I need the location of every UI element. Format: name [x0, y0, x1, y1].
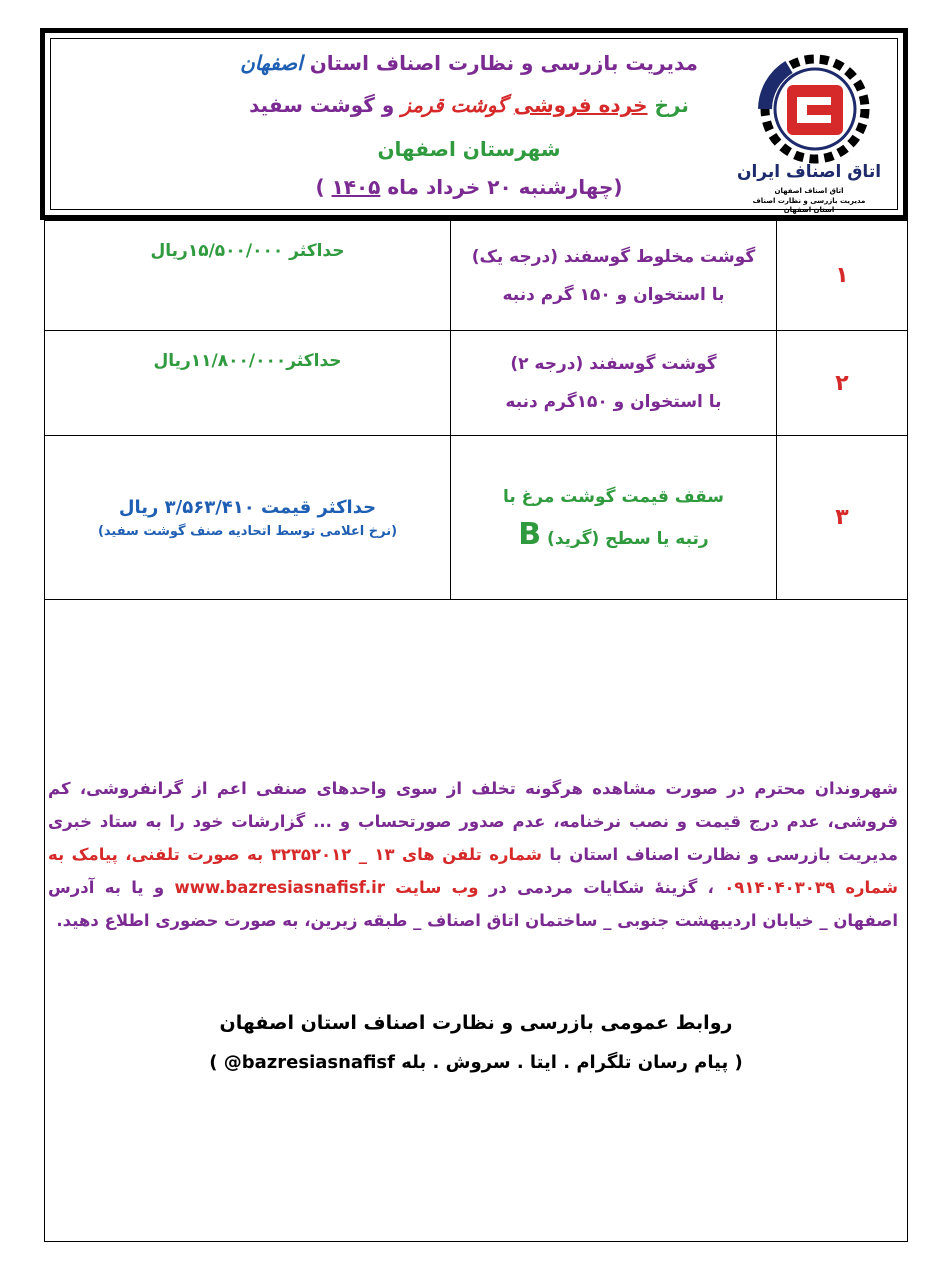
emblem-icon: [787, 85, 843, 135]
price-table: [44, 220, 908, 600]
notice-paragraph: [48, 772, 898, 937]
row-item: [451, 221, 777, 331]
subtitle-part-red-meat: گوشت قرمز: [401, 93, 507, 117]
row-item: [451, 436, 777, 600]
logo-name: اتاق اصناف ایران: [736, 162, 882, 182]
row-item-line2: با استخوان و ۱۵۰گرم دنبه: [505, 392, 722, 412]
header-date: [225, 175, 713, 199]
row-item-line1: گوشت گوسفند (درجه ۲): [510, 354, 717, 374]
header-title-main: مدیریت بازرسی و نظارت اصناف استان: [309, 51, 698, 75]
signature-line2: [44, 1052, 908, 1073]
table-row: [45, 331, 908, 436]
signature-line1: روابط عمومی بازرسی و نظارت اصناف استان اصفهان: [219, 1012, 733, 1034]
row-price: [45, 436, 451, 600]
row-item: [451, 331, 777, 436]
notice-phone: شماره تلفن های ۱۳ _ ۳۲۳۵۲۰۱۲ به صورت تلفنی، پیامک به شماره ۰۹۱۴۰۴۰۳۰۳۹: [48, 845, 899, 897]
row-price-value: حداکثر قیمت ۳/۵۶۳/۴۱۰ ریال: [118, 496, 377, 518]
row-price-note: (نرخ اعلامی توسط اتحادیه صنف گوشت سفید): [97, 523, 398, 539]
row-number: ۱: [777, 221, 908, 331]
guild-chamber-logo: [729, 45, 889, 215]
row-item-line1: گوشت مخلوط گوسفند (درجه یک): [471, 246, 756, 267]
logo-sub2: مدیریت بازرسی و نظارت اصناف: [752, 197, 866, 205]
notice-website-link[interactable]: www.bazresiasnafisf.ir: [174, 878, 385, 897]
subtitle-part-white-meat: و گوشت سفید: [249, 93, 395, 117]
table-row: [45, 221, 908, 331]
date-text: (چهارشنبه ۲۰ خرداد ماه: [387, 175, 623, 199]
row-number: ۳: [777, 436, 908, 600]
row-item-line2: [451, 516, 776, 558]
date-close: ): [315, 175, 325, 199]
row-item-grade-label: رتبه یا سطح (گرید): [547, 528, 709, 549]
header-box: [40, 28, 908, 220]
notice-website-label: وب سایت: [395, 878, 479, 897]
logo-sub3: استان اصفهان: [783, 206, 835, 214]
row-number: ۲: [777, 331, 908, 436]
row-price: حداکثر۱۱/۸۰۰/۰۰۰ریال: [45, 331, 451, 436]
notice-text-1: شهروندان محترم در صورت مشاهده هرگونه تخلف از سوی واحدهای صنفی اعم از گرانفروشی، کم فروشی، عدم درج قیمت و نصب نرخنامه، عدم صدور صورتحساب و ... گزارشات خود را به ستاد خبری مدیریت بازرسی و نظارت اصناف استان با: [48, 779, 898, 864]
date-year: ۱۴۰۵: [331, 175, 381, 199]
header-county: شهرستان اصفهان: [377, 137, 561, 161]
header-title: [225, 51, 713, 75]
signature-close: ): [209, 1052, 218, 1073]
row-item-line2: با استخوان و ۱۵۰ گرم دنبه: [502, 284, 725, 305]
row-item-grade: B: [518, 516, 542, 552]
signature-channels: ( پیام رسان تلگرام . ایتا . سروش . بله: [401, 1052, 743, 1073]
notice-text-2: ، گزینۀ شکایات مردمی در: [488, 878, 714, 897]
header-title-city: اصفهان: [240, 51, 303, 75]
logo-sub1: اتاق اصناف اصفهان: [774, 187, 844, 195]
row-item-line1: سقف قیمت گوشت مرغ با: [502, 486, 725, 507]
notice-text-3: و یا به آدرس اصفهان _ خیابان اردیبهشت جنوبی _ ساختمان اتاق اصناف _ طبقه زیرین، به صورت حضوری اطلاع دهید.: [48, 878, 898, 930]
header-subtitle: [225, 93, 713, 117]
signature-handle[interactable]: @bazresiasnafisf: [223, 1052, 395, 1073]
subtitle-part-rate: نرخ: [654, 93, 689, 117]
row-price: حداکثر ۱۵/۵۰۰/۰۰۰ریال: [45, 221, 451, 331]
subtitle-part-retail: خرده فروشی: [513, 93, 648, 117]
table-row: [45, 436, 908, 600]
